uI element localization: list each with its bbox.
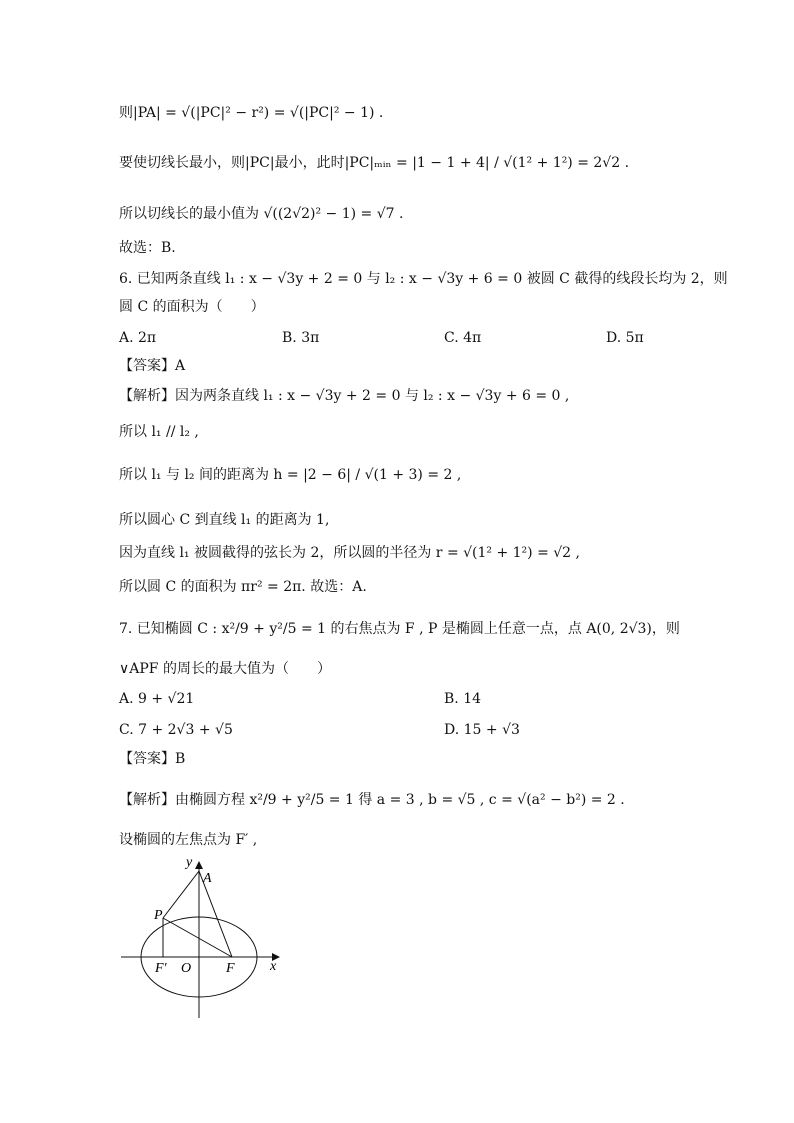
ellipse-figure	[118, 852, 288, 1022]
q7-option-c: C. 7 + 2√3 + √5	[119, 722, 233, 738]
solution-6-line5: 因为直线 l₁ 被圆截得的弦长为 2，所以圆的半径为 r = √(1² + 1²) = √2 ,	[119, 545, 580, 561]
solution-6-line2: 所以 l₁ // l₂ ,	[119, 424, 199, 440]
label-p: P	[154, 908, 163, 923]
q7-option-b: B. 14	[444, 691, 482, 707]
segment-ap	[163, 871, 199, 918]
line-choice-b: 故选：B.	[119, 240, 176, 256]
q6-option-d: D. 5π	[606, 330, 644, 346]
label-x: x	[270, 959, 277, 974]
answer-6: 【答案】A	[119, 358, 186, 374]
solution-7-line1: 【解析】由椭圆方程 x²/9 + y²/5 = 1 得 a = 3 , b = √5 , c = √(a² − b²) = 2 .	[119, 792, 625, 808]
label-o: O	[181, 961, 192, 976]
label-f: F	[226, 961, 235, 976]
q7-option-a: A. 9 + √21	[119, 691, 195, 707]
line-min-value: 所以切线长的最小值为 √((2√2)² − 1) = √7 .	[119, 206, 404, 222]
solution-7-line2: 设椭圆的左焦点为 F′ ,	[119, 832, 258, 848]
solution-6-line6: 所以圆 C 的面积为 πr² = 2π. 故选：A.	[119, 579, 367, 595]
label-a: A	[203, 871, 212, 886]
q7-option-d: D. 15 + √3	[444, 722, 520, 738]
question-7-line1: 7. 已知椭圆 C : x²/9 + y²/5 = 1 的右焦点为 F , P 是椭圆上任意一点，点 A(0, 2√3)，则	[119, 621, 680, 637]
y-axis-arrow	[195, 861, 203, 869]
question-6-line2: 圆 C 的面积为（ ）	[119, 299, 265, 315]
question-7-line2: ∨APF 的周长的最大值为（ ）	[119, 661, 331, 677]
solution-6-line1: 【解析】因为两条直线 l₁ : x − √3y + 2 = 0 与 l₂ : x − √3y + 6 = 0 ,	[119, 388, 570, 404]
q6-option-c: C. 4π	[444, 330, 482, 346]
q6-option-a: A. 2π	[119, 330, 157, 346]
line-pa: 则|PA| = √(|PC|² − r²) = √(|PC|² − 1) .	[119, 105, 384, 121]
solution-6-line4: 所以圆心 C 到直线 l₁ 的距离为 1,	[119, 512, 330, 528]
segment-pf	[163, 918, 232, 957]
q6-option-b: B. 3π	[282, 330, 320, 346]
question-6-line1: 6. 已知两条直线 l₁ : x − √3y + 2 = 0 与 l₂ : x − √3y + 6 = 0 被圆 C 截得的线段长均为 2，则	[119, 271, 728, 287]
label-f-prime: F′	[155, 961, 167, 976]
answer-7: 【答案】B	[119, 751, 186, 767]
solution-6-line3: 所以 l₁ 与 l₂ 间的距离为 h = |2 − 6| / √(1 + 3) = 2 ,	[119, 467, 462, 483]
label-y: y	[186, 855, 193, 870]
line-pc-min: 要使切线长最小，则|PC|最小，此时|PC|ₘᵢₙ = |1 − 1 + 4| / √(1² + 1²) = 2√2 .	[119, 155, 630, 171]
